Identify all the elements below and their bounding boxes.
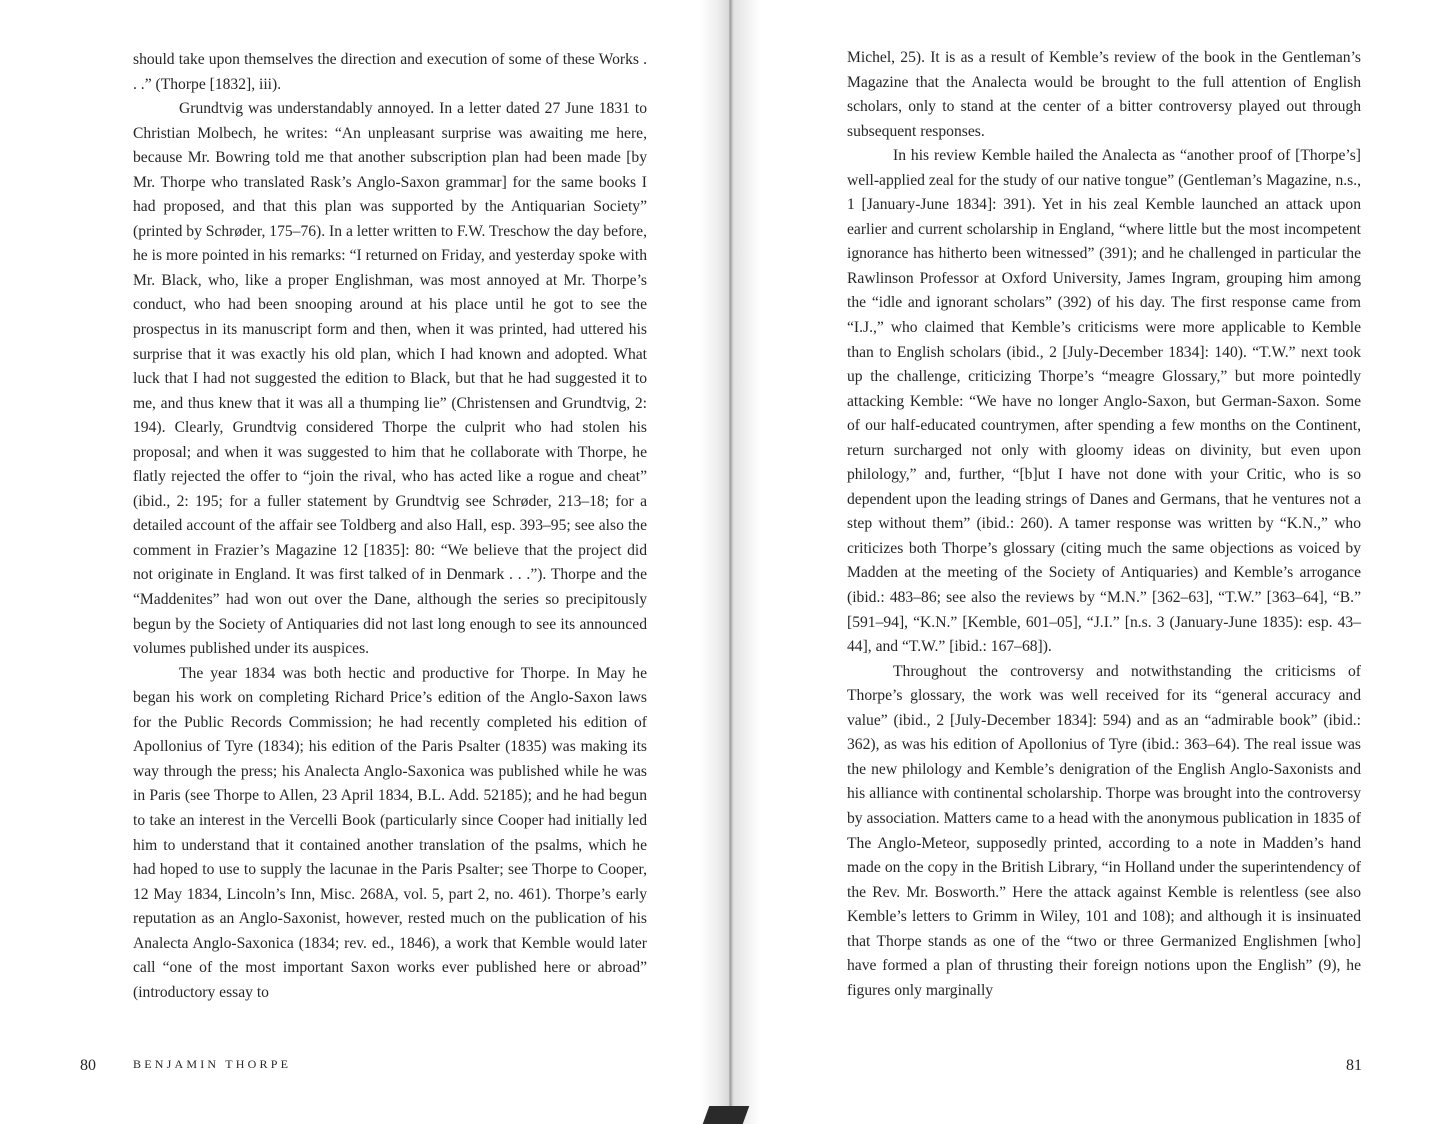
gutter-shadow — [703, 1106, 750, 1124]
paragraph: should take upon themselves the direction and execution of some of these Works . . .” (Thorpe [1832], iii). — [133, 51, 647, 93]
left-page-text — [133, 48, 647, 1005]
paragraph: In his review Kemble hailed the Analecta as “another proof of [Thorpe’s] well-applied zeal for the study of our native tongue” (Gentleman’s Magazine, n.s., 1 [January-June 1834]: 391). Yet in his zeal Kemble launched an attack upon earlier and current scholarship in England, “where little but the most incompetent ignorance has hitherto been witnessed” (391); and he challenged in particular the Rawlinson Professor at Oxford University, James Ingram, grouping him among the “idle and ignorant scholars” (392) of his day. The first response came from “I.J.,” who claimed that Kemble’s criticisms were more applicable to Kemble than to English scholars (ibid., 2 [July-December 1834]: 140). “T.W.” next took up the challenge, criticizing Thorpe’s “meagre Glossary,” but more pointedly attacking Kemble: “We have no longer Anglo-Saxon, but German-Saxon. Some of our half-educated countrymen, after spending a few months on the Continent, return surcharged not only with gloomy ideas on divinity, but even upon philology,” and, further, “[b]ut I have not done with your Critic, who is so dependent upon the leading strings of Danes and Germans, that he ventures not a step without them” (ibid.: 260). A tamer response was written by “K.N.,” who criticizes both Thorpe’s glossary (citing much the same objections as voiced by Madden at the meeting of the Society of Antiquaries) and Kemble’s arrogance (ibid.: 483–86; see also the reviews by “M.N.” [362–63], “T.W.” [363–64], “B.” [591–94], “K.N.” [Kemble, 601–05], “J.I.” [n.s. 3 (January-June 1835): esp. 43–44], and “T.W.” [ibid.: 167–68]). — [847, 147, 1361, 656]
page-number-right: 81 — [1346, 1057, 1362, 1074]
running-head: BENJAMIN THORPE — [133, 1057, 292, 1071]
page-number-left: 80 — [80, 1057, 96, 1074]
paragraph: Michel, 25). It is as a result of Kemble’s review of the book in the Gentleman’s Magazine that the Analecta would be brought to the full attention of English scholars, only to stand at the center of a bitter controversy played out through subsequent responses. — [847, 49, 1361, 140]
right-page-text — [847, 46, 1361, 1003]
paragraph: The year 1834 was both hectic and productive for Thorpe. In May he began his work on completing Richard Price’s edition of the Anglo-Saxon laws for the Public Records Commission; he had recently completed his edition of Apollonius of Tyre (1834); his edition of the Paris Psalter (1835) was making its way through the press; his Analecta Anglo-Saxonica was published while he was in Paris (see Thorpe to Allen, 23 April 1834, B.L. Add. 52185); and he had begun to take an interest in the Vercelli Book (particularly since Cooper had initially led him to understand that it contained another translation of the psalms, which he had hoped to use to supply the lacunae in the Paris Psalter; see Thorpe to Cooper, 12 May 1834, Lincoln’s Inn, Misc. 268A, vol. 5, part 2, no. 461). Thorpe’s early reputation as an Anglo-Saxonist, however, rested much on the publication of his Analecta Anglo-Saxonica (1834; rev. ed., 1846), a work that Kemble would later call “one of the most important Saxon works ever published here or abroad” (introductory essay to — [133, 664, 647, 1001]
paragraph: Throughout the controversy and notwithstanding the criticisms of Thorpe’s glossary, the work was well received for its “general accuracy and value” (ibid., 2 [July-December 1834]: 594) and as an “admirable book” (ibid.: 362), as was his edition of Apollonius of Tyre (ibid.: 363–64). The real issue was the new philology and Kemble’s denigration of the English Anglo-Saxonists and his alliance with continental scholarship. Thorpe was brought into the controversy by association. Matters came to a head with the anonymous publication in 1835 of The Anglo-Meteor, supposedly printed, according to a note in Madden’s hand made on the copy in the British Library, “in Holland under the superintendency of the Rev. Mr. Bosworth.” Here the attack against Kemble is relentless (see also Kemble’s letters to Grimm in Wiley, 101 and 108); and although it is insinuated that Thorpe stands as one of the “two or three Germanized Englishmen [who] have formed a plan of thrusting their foreign notions upon the English” (9), he figures only marginally — [847, 662, 1361, 999]
paragraph: Grundtvig was understandably annoyed. In a letter dated 27 June 1831 to Christian Molbech, he writes: “An unpleasant surprise was awaiting me here, because Mr. Bowring told me that another subscription plan had been made [by Mr. Thorpe who translated Rask’s Anglo-Saxon grammar] for the same books I had proposed, and that this plan was supported by the Antiquarian Society” (printed by Schrøder, 175–76). In a letter written to F.W. Treschow the day before, he is more pointed in his remarks: “I returned on Friday, and yesterday spoke with Mr. Black, who, like a proper Englishman, was most annoyed at Mr. Thorpe’s conduct, who had been snooping around at his place until he got to see the prospectus in its manuscript form and then, when it was printed, had uttered his surprise that it was exactly his old plan, which I had known and adopted. What luck that I had not suggested the edition to Black, but that he had suggested it to me, and thus knew that it was all a thumping lie” (Christensen and Grundtvig, 2: 194). Clearly, Grundtvig considered Thorpe the culprit who had stolen his proposal; and when it was suggested to him that he collaborate with Thorpe, he flatly rejected the offer to “join the rival, who has acted like a rogue and cheat” (ibid., 2: 195; for a fuller statement by Grundtvig see Schrøder, 213–18; for a detailed account of the affair see Toldberg and also Hall, esp. 393–95; see also the comment in Frazier’s Magazine 12 [1835]: 80: “We believe that the project did not originate in England. It was first talked of in Denmark . . .”). Thorpe and the “Maddenites” had won out over the Dane, although the series so precipitously begun by the Society of Antiquaries did not last long enough to see its announced volumes published under its auspices. — [133, 100, 647, 658]
book-gutter — [700, 0, 760, 1124]
